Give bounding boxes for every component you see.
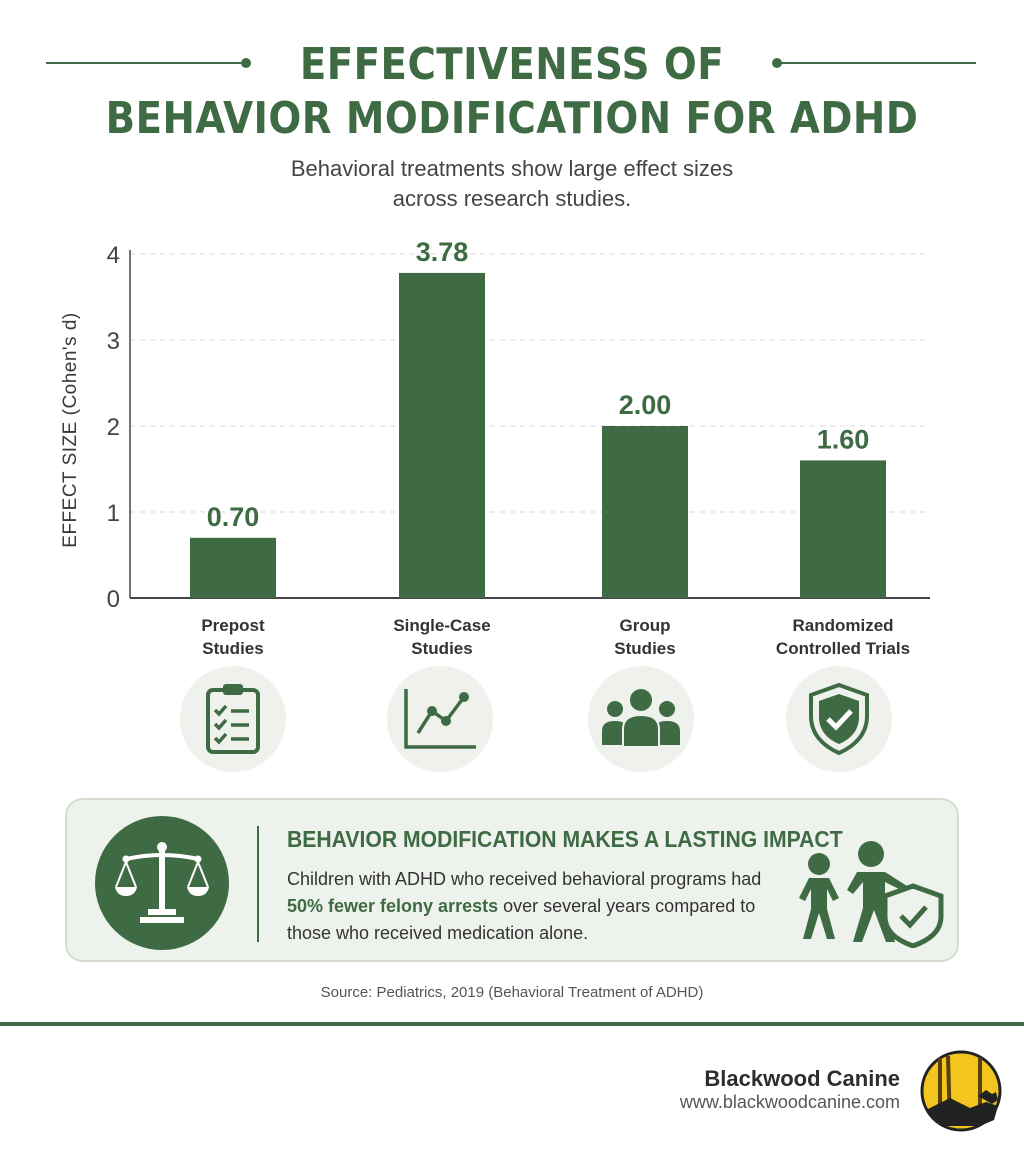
bar-value-label: 3.78 [415,236,469,267]
x-tick-label: Single-Case [393,616,491,635]
clipboard-checklist-icon [180,666,286,772]
bar-1 [399,273,485,598]
y-tick-label: 2 [106,414,120,441]
impact-text [287,866,767,947]
subtitle-line-1: Behavioral treatments show large effect sizes [290,156,734,181]
bar-0 [190,538,276,598]
bar-value-label: 0.70 [206,501,260,532]
impact-callout [65,798,959,962]
subtitle-line-2: across research studies. [392,186,632,211]
bar-value-label: 1.60 [816,424,870,455]
x-tick-label: Controlled Trials [775,639,911,658]
page-title [61,38,962,146]
impact-text-highlight: 50% fewer felony arrests [287,896,499,916]
y-tick-label: 1 [106,500,120,527]
line-chart-icon [387,666,493,772]
brand-name: Blackwood Canine [704,1066,900,1091]
footer-rule [0,1022,1024,1026]
brand-logo [920,1050,1002,1137]
x-tick-label: Randomized [792,616,894,635]
title-line-2: BEHAVIOR MODIFICATION FOR ADHD [105,93,919,144]
subtitle [212,154,812,214]
y-tick-label: 0 [106,586,120,613]
source-note: Source: Pediatrics, 2019 (Behavioral Treatment of ADHD) [320,984,704,1001]
y-tick-label: 4 [106,242,120,269]
x-tick-label: Group [619,616,671,635]
scales-of-justice-icon [95,816,229,950]
x-tick-label: Studies [411,639,473,658]
effect-size-bar-chart [0,230,1024,660]
children-with-shield-icon [785,836,951,953]
bar-3 [800,460,886,598]
impact-text-after: over several years compared to those who received medication alone. [287,896,756,943]
bar-2 [602,426,688,598]
y-tick-label: 3 [106,328,120,355]
x-tick-label: Prepost [201,616,265,635]
impact-heading: BEHAVIOR MODIFICATION MAKES A LASTING IMPACT [287,826,843,852]
bar-value-label: 2.00 [618,390,672,420]
title-line-1: EFFECTIVENESS OF [299,39,725,90]
brand-url[interactable]: www.blackwoodcanine.com [679,1092,900,1112]
x-tick-label: Studies [614,639,676,658]
impact-divider [257,826,259,942]
group-icon [588,666,694,772]
y-axis-title: EFFECT SIZE (Cohen's d) [60,312,81,548]
x-tick-label: Studies [202,639,264,658]
shield-check-icon [786,666,892,772]
impact-text-before: Children with ADHD who received behavioral programs had [287,869,762,889]
